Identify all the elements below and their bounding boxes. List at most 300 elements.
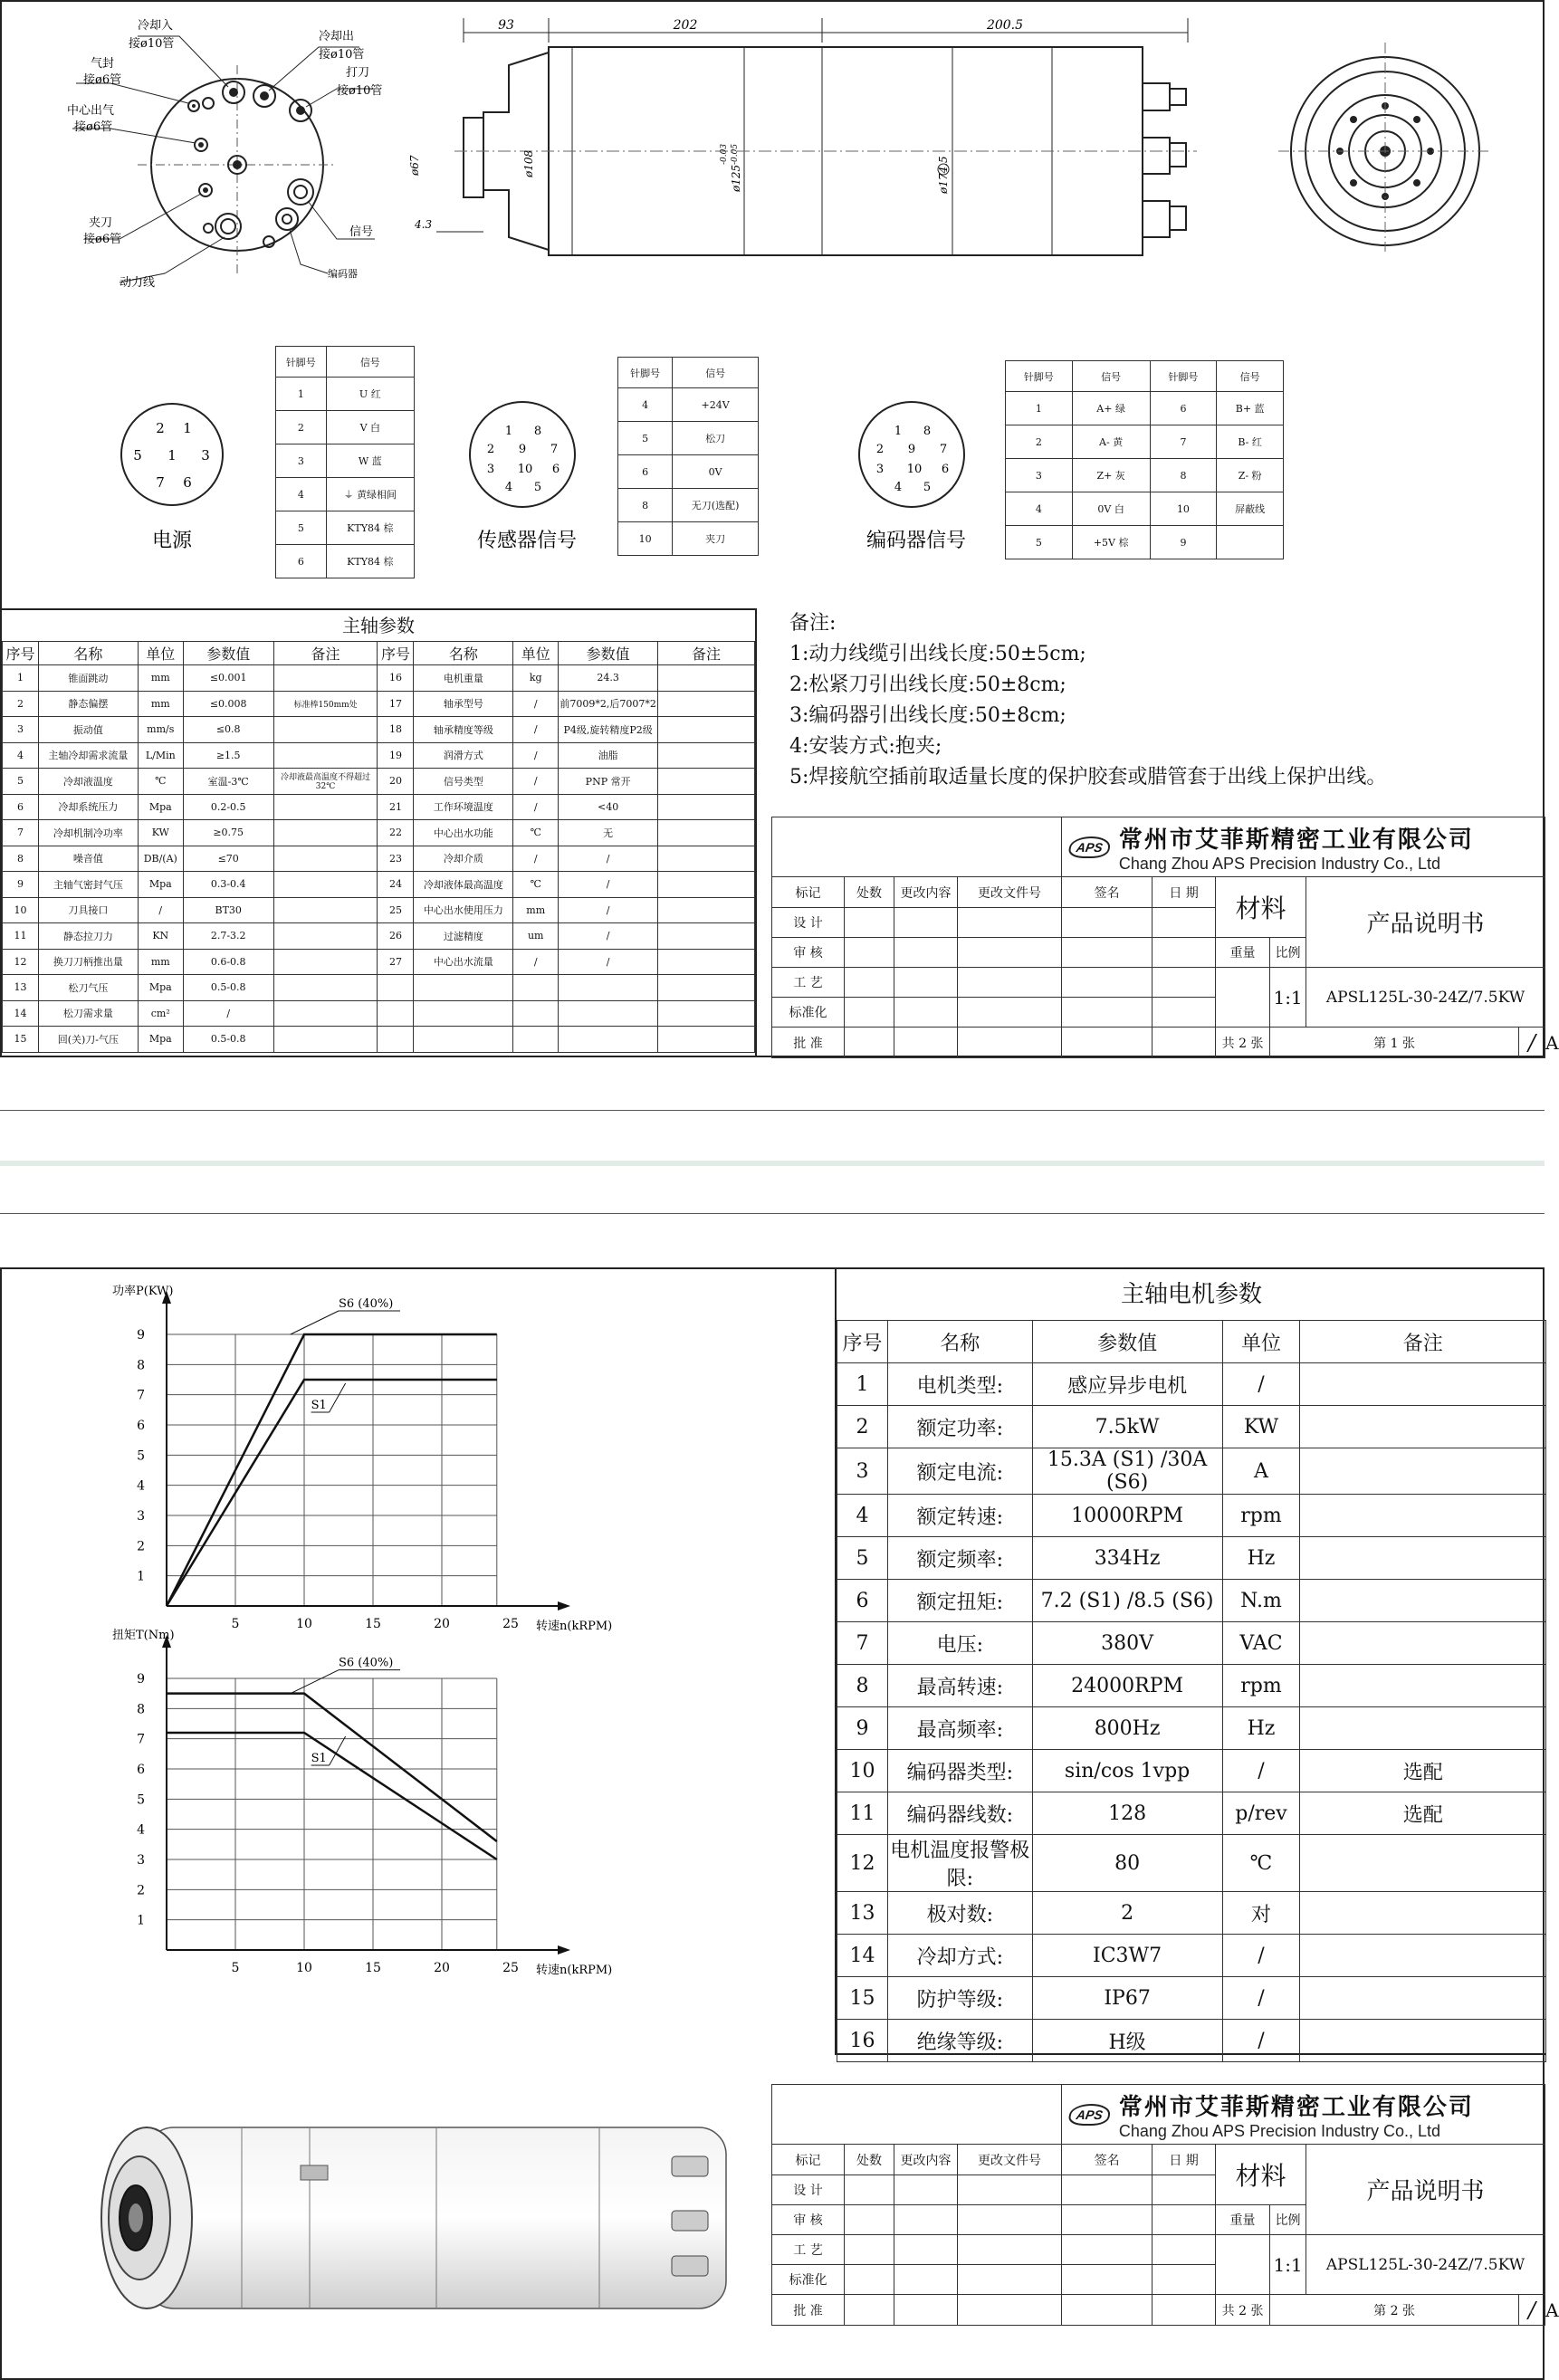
spindle-front-view (1278, 38, 1496, 255)
series-line-s1 (167, 1733, 497, 1859)
sensor-pin-cell: 8 (618, 489, 673, 522)
x-tick-label: 15 (365, 1961, 381, 1975)
motor-row (837, 1495, 1546, 1537)
dim-phi1745: ø174.5 (937, 156, 950, 194)
param-cell: 中心出水功能 (414, 820, 513, 846)
param-cell: 中心出水使用压力 (414, 897, 513, 923)
param-cell: ℃ (138, 769, 183, 795)
total-sheets-cell: 共 2 张 (1216, 2295, 1270, 2326)
param-cell: / (183, 1000, 273, 1027)
param-cell: 18 (378, 717, 414, 743)
encoder-header: 信号 (1217, 361, 1284, 392)
company-name-cn: 常州市艾菲斯精密工业有限公司 (1118, 2093, 1474, 2121)
aps-logo-icon: APS (1067, 2104, 1112, 2126)
motor-cell: 额定功率: (887, 1406, 1032, 1448)
param-cell (658, 665, 755, 692)
encoder-cell: 7 (1150, 425, 1217, 459)
param-cell: 刀具接口 (38, 897, 138, 923)
motor-row (837, 1835, 1546, 1892)
encoder-face-pin: 2 (875, 443, 885, 456)
separator-band (0, 1161, 1545, 1166)
power-signal-cell-ground (326, 478, 414, 511)
param-cell: / (513, 742, 559, 769)
power-pin-table (275, 346, 415, 578)
motor-cell: 4 (837, 1495, 888, 1537)
param-cell (559, 1027, 658, 1053)
param-cell: 0.3-0.4 (183, 872, 273, 898)
scale-value-cell: 1:1 (1270, 2235, 1306, 2295)
param-cell: cm² (138, 1000, 183, 1027)
param-row (3, 872, 755, 898)
label-coolant-out: 冷却出 (319, 30, 355, 43)
param-cell: <40 (559, 794, 658, 820)
param-cell: 3 (3, 717, 39, 743)
param-cell: ≥1.5 (183, 742, 273, 769)
y-tick-label: 8 (137, 1358, 145, 1373)
company-name-en: Chang Zhou APS Precision Industry Co., Ltd (1118, 854, 1441, 873)
sensor-face-pin: 4 (504, 481, 513, 494)
param-row (3, 742, 755, 769)
y-tick-label: 5 (137, 1792, 145, 1808)
param-cell: 室温-3℃ (183, 769, 273, 795)
power-signal-cell: U 红 (326, 378, 414, 411)
note-item: 4:安装方式:抱夹; (789, 735, 942, 758)
encoder-cell: 4 (1006, 492, 1073, 526)
x-tick-label: 20 (434, 1617, 450, 1631)
param-cell: mm (138, 665, 183, 692)
param-cell (273, 872, 378, 898)
y-tick-label: 3 (137, 1853, 145, 1868)
encoder-cell: Z+ 灰 (1072, 459, 1150, 492)
motor-cell: 1 (837, 1363, 888, 1406)
encoder-cell: +5V 棕 (1072, 526, 1150, 559)
company-name-en: Chang Zhou APS Precision Industry Co., Ltd (1118, 2121, 1441, 2140)
motor-cell: 电机温度报警极限: (887, 1835, 1032, 1892)
param-cell: 9 (3, 872, 39, 898)
x-axis-arrow-icon (558, 1601, 570, 1611)
motor-params-panel (835, 1269, 1546, 2055)
weight-cell: 重量 (1216, 938, 1270, 968)
param-row (3, 923, 755, 950)
y-tick-label: 6 (137, 1763, 145, 1777)
motor-params-table (837, 1320, 1546, 2062)
motor-cell: 感应异步电机 (1032, 1363, 1222, 1406)
x-tick-label: 5 (231, 1617, 240, 1631)
sensor-face-pin: 8 (533, 425, 542, 438)
spindle-side-view (400, 11, 1215, 292)
param-row (3, 897, 755, 923)
sensor-pin-cell: 6 (618, 455, 673, 489)
dim-phi125: ø125 (730, 164, 742, 192)
motor-cell: A (1222, 1448, 1300, 1495)
motor-cell: 5 (837, 1537, 888, 1580)
param-cell: 噪音值 (38, 846, 138, 872)
spindle-perspective-illustration (92, 2102, 744, 2328)
param-cell: 信号类型 (414, 769, 513, 795)
motor-cell (1300, 1363, 1546, 1406)
param-cell: 21 (378, 794, 414, 820)
sensor-connector-label: 传感器信号 (476, 530, 578, 552)
label-tool-release: 打刀 (346, 66, 370, 80)
s1-label: S1 (311, 1399, 327, 1412)
motor-cell (1300, 2020, 1546, 2062)
motor-cell: 380V (1032, 1622, 1222, 1665)
param-cell: 换刀刀柄推出量 (38, 949, 138, 975)
sensor-face-pin: 3 (486, 463, 495, 476)
param-cell (414, 1027, 513, 1053)
param-row (3, 665, 755, 692)
param-cell: 过滤精度 (414, 923, 513, 950)
motor-cell: 最高频率: (887, 1707, 1032, 1750)
motor-row (837, 2020, 1546, 2062)
motor-row (837, 1750, 1546, 1792)
y-tick-label: 9 (137, 1672, 145, 1687)
encoder-cell: 0V 白 (1072, 492, 1150, 526)
param-cell: Mpa (138, 872, 183, 898)
power-face-pin-6: 6 (183, 474, 192, 491)
param-cell: 26 (378, 923, 414, 950)
sensor-face-pin: 5 (533, 481, 542, 494)
param-cell: 冷却液温度 (38, 769, 138, 795)
encoder-cell: A+ 绿 (1072, 392, 1150, 425)
series-line-s1 (167, 1380, 497, 1606)
row-label: 设 计 (772, 2175, 845, 2205)
label-clamp-tube: 接ø6管 (83, 233, 122, 246)
param-cell: Mpa (138, 794, 183, 820)
param-cell: KW (138, 820, 183, 846)
motor-cell: 80 (1032, 1835, 1222, 1892)
model-cell: APSL125L-30-24Z/7.5KW (1306, 2235, 1545, 2295)
param-cell: / (559, 846, 658, 872)
motor-cell: 最高转速: (887, 1665, 1032, 1707)
power-signal-cell: V 白 (326, 411, 414, 444)
param-cell: 4 (3, 742, 39, 769)
param-cell: 15 (3, 1027, 39, 1053)
encoder-header: 针脚号 (1150, 361, 1217, 392)
motor-cell: 12 (837, 1835, 888, 1892)
dim-phi125-tol-top: -0.03 (720, 143, 729, 165)
param-cell (658, 846, 755, 872)
motor-cell (1300, 1835, 1546, 1892)
power-face-pin-5: 5 (133, 447, 142, 464)
param-cell: / (559, 949, 658, 975)
motor-cell: 防护等级: (887, 1977, 1032, 2020)
sheet-no-cell: 第 2 张 (1270, 2295, 1519, 2326)
power-signal-cell: KTY84 棕 (326, 511, 414, 545)
encoder-cell: B+ 蓝 (1217, 392, 1284, 425)
param-header: 名称 (414, 642, 513, 665)
x-tick-label: 10 (296, 1961, 312, 1975)
encoder-cell: 8 (1150, 459, 1217, 492)
s6-label: S6 (40%) (339, 1297, 394, 1311)
row-label: 工 艺 (772, 968, 845, 998)
param-cell: mm/s (138, 717, 183, 743)
dim-phi108: ø108 (522, 149, 535, 177)
motor-cell: 15 (837, 1977, 888, 2020)
motor-header: 备注 (1300, 1321, 1546, 1363)
encoder-face-pin: 9 (907, 443, 916, 456)
param-cell (559, 1000, 658, 1027)
note-item: 1:动力线缆引出线长度:50±5cm; (789, 643, 1086, 665)
y-tick-label: 6 (137, 1419, 145, 1433)
power-signal-cell: KTY84 棕 (326, 545, 414, 578)
label-center-air-tube: 接ø6管 (74, 120, 113, 134)
aps-logo-icon: APS (1067, 836, 1112, 858)
param-cell: 静态拉刀力 (38, 923, 138, 950)
param-header: 序号 (378, 642, 414, 665)
motor-cell: IP67 (1032, 1977, 1222, 2020)
param-cell (273, 1027, 378, 1053)
motor-params-title: 主轴电机参数 (837, 1269, 1546, 1321)
param-cell: / (513, 846, 559, 872)
sensor-face-pin: 6 (551, 463, 560, 476)
param-cell (513, 1000, 559, 1027)
scale-label-cell: 比例 (1270, 938, 1306, 968)
param-cell (273, 949, 378, 975)
param-cell (273, 923, 378, 950)
y-tick-label: 4 (137, 1822, 145, 1838)
param-cell (658, 820, 755, 846)
y-tick-label: 4 (137, 1478, 145, 1494)
param-cell: 主轴冷却需求流量 (38, 742, 138, 769)
encoder-connector-label: 编码器信号 (866, 530, 967, 552)
motor-cell: 选配 (1300, 1792, 1546, 1835)
param-cell: DB/(A) (138, 846, 183, 872)
param-cell: 冷却系统压力 (38, 794, 138, 820)
x-tick-label: 5 (231, 1961, 240, 1975)
param-cell: ≥0.75 (183, 820, 273, 846)
title-block-blank (772, 817, 1062, 877)
param-cell: 振动值 (38, 717, 138, 743)
model-cell: APSL125L-30-24Z/7.5KW (1306, 968, 1545, 1028)
param-cell: 13 (3, 975, 39, 1001)
param-cell: 11 (3, 923, 39, 950)
motor-row (837, 1935, 1546, 1977)
motor-cell: 128 (1032, 1792, 1222, 1835)
param-header: 单位 (138, 642, 183, 665)
param-cell (658, 1000, 755, 1027)
label-signal: 信号 (349, 225, 374, 239)
param-cell: 7 (3, 820, 39, 846)
motor-header: 参数值 (1032, 1321, 1222, 1363)
weight-cell: 重量 (1216, 2205, 1270, 2235)
encoder-cell: 3 (1006, 459, 1073, 492)
motor-cell: 额定转速: (887, 1495, 1032, 1537)
motor-cell (1300, 1580, 1546, 1622)
motor-row (837, 1792, 1546, 1835)
encoder-face-pin: 1 (894, 425, 903, 438)
param-cell (273, 846, 378, 872)
param-cell: 标准棒150mm处 (273, 691, 378, 717)
spindle-params-panel (2, 608, 757, 1057)
sensor-pin-cell: 10 (618, 522, 673, 556)
sensor-pin-cell: 5 (618, 422, 673, 455)
motor-cell: 7.5kW (1032, 1406, 1222, 1448)
param-cell (378, 1027, 414, 1053)
spindle-params-table (2, 641, 755, 1053)
power-pin-cell: 4 (276, 478, 327, 511)
encoder-cell: 2 (1006, 425, 1073, 459)
param-row (3, 1000, 755, 1027)
dim-202: 202 (673, 18, 698, 33)
motor-cell: 10000RPM (1032, 1495, 1222, 1537)
motor-cell: 对 (1222, 1892, 1300, 1935)
param-cell: ≤0.008 (183, 691, 273, 717)
param-cell: 19 (378, 742, 414, 769)
param-row (3, 820, 755, 846)
power-pin-cell: 3 (276, 444, 327, 478)
param-header: 备注 (658, 642, 755, 665)
param-cell (559, 975, 658, 1001)
motor-cell: 11 (837, 1792, 888, 1835)
y-tick-label: 9 (137, 1328, 145, 1343)
company-cell (1062, 2085, 1545, 2145)
motor-cell: / (1222, 1935, 1300, 1977)
param-cell: 14 (3, 1000, 39, 1027)
param-cell (378, 1000, 414, 1027)
param-cell: 松刀气压 (38, 975, 138, 1001)
motor-cell: 8 (837, 1665, 888, 1707)
motor-cell: 15.3A (S1) /30A (S6) (1032, 1448, 1222, 1495)
param-cell: 润滑方式 (414, 742, 513, 769)
encoder-cell: 10 (1150, 492, 1217, 526)
motor-cell: KW (1222, 1406, 1300, 1448)
power-pin-header-pin: 针脚号 (276, 347, 327, 378)
param-cell: 2 (3, 691, 39, 717)
motor-row (837, 1977, 1546, 2020)
motor-row (837, 1406, 1546, 1448)
rev-header: 日 期 (1153, 2145, 1216, 2175)
param-cell: / (513, 794, 559, 820)
motor-cell (1300, 1537, 1546, 1580)
param-header: 参数值 (183, 642, 273, 665)
param-cell (273, 975, 378, 1001)
doc-title-cell: 产品说明书 (1306, 877, 1545, 968)
y-axis-label: 扭矩T(Nm) (112, 1629, 175, 1642)
motor-cell: 9 (837, 1707, 888, 1750)
power-face-pin-1: 1 (183, 420, 192, 436)
param-cell: 回(关)刀-气压 (38, 1027, 138, 1053)
motor-cell: 3 (837, 1448, 888, 1495)
y-tick-label: 8 (137, 1702, 145, 1717)
row-label: 审 核 (772, 2205, 845, 2235)
x-tick-label: 20 (434, 1961, 450, 1975)
motor-cell (1300, 1622, 1546, 1665)
encoder-face-pin: 5 (923, 481, 932, 494)
param-cell: 无 (559, 820, 658, 846)
motor-cell: 额定扭矩: (887, 1580, 1032, 1622)
motor-row (837, 1537, 1546, 1580)
param-header: 单位 (513, 642, 559, 665)
power-pin-cell: 5 (276, 511, 327, 545)
param-cell: mm (138, 949, 183, 975)
motor-cell: 16 (837, 2020, 888, 2062)
param-cell: 锥面跳动 (38, 665, 138, 692)
motor-cell: / (1222, 1363, 1300, 1406)
param-cell: 电机重量 (414, 665, 513, 692)
x-tick-label: 15 (365, 1617, 381, 1631)
label-tool-release-tube: 接ø10管 (337, 84, 383, 98)
param-cell: L/Min (138, 742, 183, 769)
dim-2005: 200.5 (986, 18, 1024, 33)
series-line-s6 (167, 1334, 497, 1606)
encoder-cell: 6 (1150, 392, 1217, 425)
motor-cell: 7.2 (S1) /8.5 (S6) (1032, 1580, 1222, 1622)
param-cell (658, 717, 755, 743)
label-clamp: 夹刀 (89, 216, 113, 230)
param-cell: ≤0.8 (183, 717, 273, 743)
rev-header: 更改文件号 (958, 2145, 1062, 2175)
param-cell: / (513, 949, 559, 975)
param-cell: 8 (3, 846, 39, 872)
param-cell: 12 (3, 949, 39, 975)
scale-value-cell: 1:1 (1270, 968, 1306, 1028)
separator-line (0, 1213, 1545, 1214)
motor-cell (1300, 1448, 1546, 1495)
s1-leader (330, 1383, 346, 1412)
note-item: 2:松紧刀引出线长度:50±8cm; (789, 674, 1066, 696)
param-row (3, 691, 755, 717)
param-row (3, 794, 755, 820)
rev-header: 更改内容 (894, 877, 958, 908)
param-cell (658, 923, 755, 950)
param-cell: 轴承精度等级 (414, 717, 513, 743)
motor-cell: 冷却方式: (887, 1935, 1032, 1977)
param-cell: kg (513, 665, 559, 692)
motor-cell: p/rev (1222, 1792, 1300, 1835)
power-pin-cell: 1 (276, 378, 327, 411)
param-cell: 主轴气密封气压 (38, 872, 138, 898)
note-item: 5:焊接航空插前取适量长度的保护胶套或腊管套于出线上保护出线。 (789, 766, 1387, 789)
s6-leader (291, 1670, 339, 1694)
row-label: 批 准 (772, 2295, 845, 2326)
title-block-sheet-1 (771, 817, 1559, 1058)
power-chart (65, 1285, 613, 1668)
rev-header: 标记 (772, 2145, 845, 2175)
param-row (3, 846, 755, 872)
encoder-connector-face (853, 400, 998, 563)
motor-cell: 绝缘等级: (887, 2020, 1032, 2062)
separator-line (0, 1110, 1545, 1111)
param-header: 序号 (3, 642, 39, 665)
encoder-cell: 9 (1150, 526, 1217, 559)
encoder-header: 信号 (1072, 361, 1150, 392)
param-cell (658, 975, 755, 1001)
param-row (3, 975, 755, 1001)
motor-cell: rpm (1222, 1665, 1300, 1707)
motor-cell: 电机类型: (887, 1363, 1032, 1406)
encoder-cell: 5 (1006, 526, 1073, 559)
encoder-cell: Z- 粉 (1217, 459, 1284, 492)
param-cell: 冷却机制冷功率 (38, 820, 138, 846)
param-header: 备注 (273, 642, 378, 665)
param-cell: / (559, 872, 658, 898)
sensor-pin-header-pin: 针脚号 (618, 358, 673, 388)
motor-cell: 14 (837, 1935, 888, 1977)
encoder-face-pin: 10 (906, 463, 923, 476)
sheet-no-cell: 第 1 张 (1270, 1028, 1519, 1058)
motor-cell: 800Hz (1032, 1707, 1222, 1750)
param-row (3, 717, 755, 743)
param-cell: 0.2-0.5 (183, 794, 273, 820)
param-cell (273, 717, 378, 743)
s1-label: S1 (311, 1752, 327, 1765)
y-tick-label: 1 (137, 1913, 145, 1928)
title-block-sheet-2 (771, 2084, 1559, 2326)
param-cell: 2.7-3.2 (183, 923, 273, 950)
motor-row (837, 1707, 1546, 1750)
ground-icon: ⏚ (343, 489, 354, 501)
